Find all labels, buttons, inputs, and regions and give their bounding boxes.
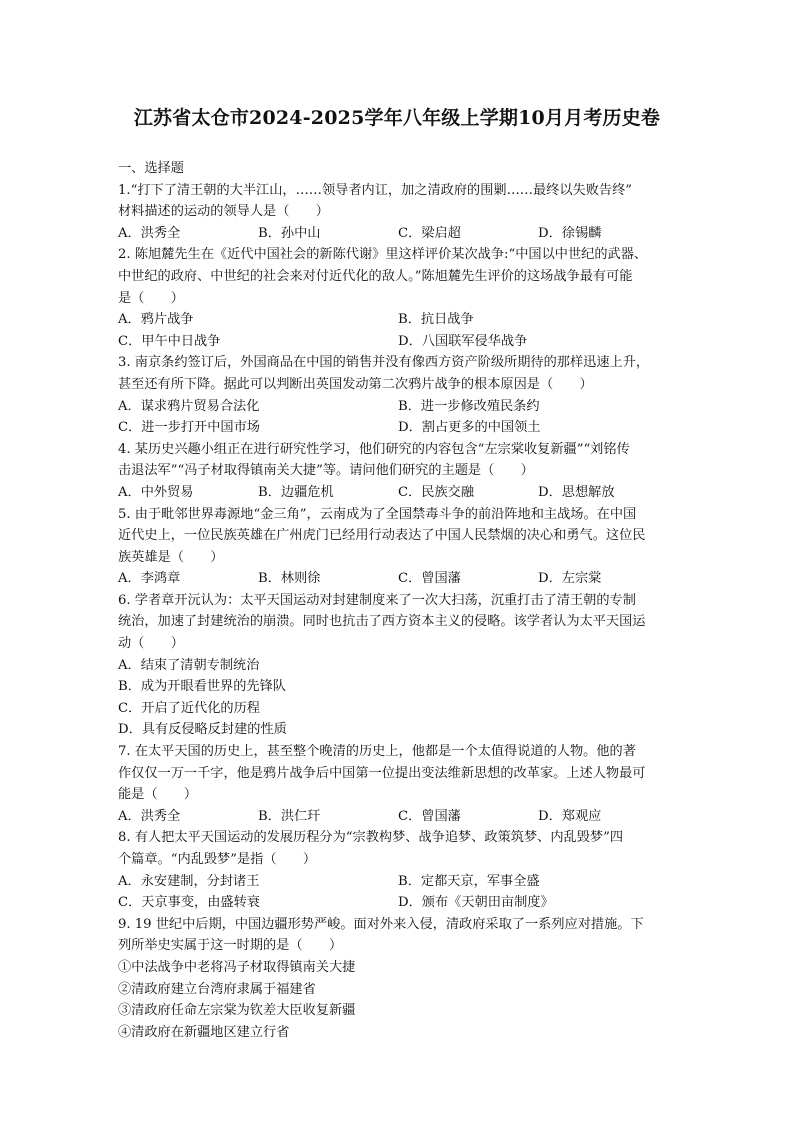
- answer-option[interactable]: C．梁启超: [398, 225, 461, 241]
- question-2: [118, 244, 678, 352]
- question-text-line: 2. 陈旭麓先生在《近代中国社会的新陈代谢》里这样评价某次战争:“中国以中世纪的武器、: [118, 247, 648, 263]
- question-text-line: 7. 在太平天国的历史上，甚至整个晚清的历史上，他都是一个太值得说道的人物。他的著: [118, 744, 636, 760]
- option-row: [118, 655, 678, 677]
- question-text-line: 4. 某历史兴趣小组正在进行研究性学习，他们研究的内容包含“左宗棠收复新疆”“刘铭传: [118, 441, 630, 457]
- question-3: [118, 352, 678, 438]
- question-text-line: ①中法战争中老将冯子材取得镇南关大捷: [118, 959, 356, 975]
- question-text-line: 个篇章。“内乱毁梦”是指（ ）: [118, 852, 317, 867]
- answer-option[interactable]: D．郑观应: [538, 808, 602, 824]
- question-text-line: ②清政府建立台湾府隶属于福建省: [118, 981, 316, 997]
- question-9: [118, 914, 678, 1044]
- question-list: [118, 158, 678, 1043]
- answer-option[interactable]: C．进一步打开中国市场: [118, 420, 260, 436]
- question-text-line: 9. 19 世纪中后期，中国边疆形势严峻。面对外来入侵，清政府采取了一系列应对措施。下: [118, 916, 644, 932]
- question-4: [118, 439, 678, 504]
- option-row: [118, 698, 678, 720]
- answer-option[interactable]: B．林则徐: [258, 571, 321, 587]
- question-text-line: 1.“打下了清王朝的大半江山，……领导者内讧，加之清政府的围剿……最终以失败告终”: [118, 182, 633, 198]
- answer-option[interactable]: C．甲午中日战争: [118, 333, 221, 349]
- option-row: [118, 719, 678, 741]
- question-text-line: 族英雄是（ ）: [118, 549, 224, 565]
- question-8: [118, 827, 678, 913]
- answer-option[interactable]: A．洪秀全: [118, 225, 181, 241]
- option-row: [118, 806, 678, 828]
- answer-option[interactable]: D．割占更多的中国领土: [398, 420, 541, 436]
- option-row: [118, 331, 678, 353]
- answer-option[interactable]: D．八国联军侵华战争: [398, 333, 528, 349]
- question-text-line: 材料描述的运动的领导人是（ ）: [118, 204, 329, 220]
- question-1: [118, 180, 678, 245]
- answer-option[interactable]: D．颁布《天朝田亩制度》: [398, 895, 554, 911]
- option-row: [118, 309, 678, 331]
- question-text-line: 6. 学者章开沅认为：太平天国运动对封建制度来了一次大扫荡，沉重打击了清王朝的专制: [118, 592, 636, 608]
- page-title: 江苏省太仓市2024-2025学年八年级上学期10月月考历史卷: [133, 107, 661, 129]
- answer-option[interactable]: B．边疆危机: [258, 484, 334, 500]
- question-text-line: 能是（ ）: [118, 787, 198, 803]
- question-text-line: 作仅仅一万一千字，他是鸦片战争后中国第一位提出变法维新思想的改革家。上述人物最可: [118, 765, 646, 781]
- answer-option[interactable]: C．民族交融: [398, 484, 475, 500]
- question-text-line: 甚至还有所下降。据此可以判断出英国发动第二次鸦片战争的根本原因是（ ）: [118, 376, 593, 392]
- answer-option[interactable]: B．抗日战争: [398, 312, 474, 328]
- option-row: [118, 417, 678, 439]
- section-heading: 一、选择题: [118, 161, 184, 176]
- question-7: [118, 741, 678, 827]
- question-5: [118, 504, 678, 590]
- answer-option[interactable]: B．进一步修改殖民条约: [398, 398, 540, 414]
- question-text-line: ④清政府在新疆地区建立行省: [118, 1024, 290, 1040]
- answer-option[interactable]: B．成为开眼看世界的先锋队: [118, 679, 286, 695]
- answer-option[interactable]: C．曾国藩: [398, 571, 461, 587]
- question-text-line: 3. 南京条约签订后，外国商品在中国的销售并没有像西方资产阶级所期待的那样迅速上升，: [118, 355, 650, 371]
- question-text-line: 近代史上，一位民族英雄在广州虎门已经用行动表达了中国人民禁烟的决心和勇气。这位民: [118, 528, 646, 544]
- answer-option[interactable]: C．开启了近代化的历程: [118, 700, 260, 716]
- answer-option[interactable]: A．谋求鸦片贸易合法化: [118, 398, 260, 414]
- answer-option[interactable]: D．具有反侵略反封建的性质: [118, 722, 287, 738]
- question-text-line: 击退法军”“冯子材取得镇南关大捷”等。请问他们研究的主题是（ ）: [118, 463, 534, 479]
- option-row: [118, 396, 678, 418]
- question-text-line: 动（ ）: [118, 636, 184, 652]
- option-row: [118, 871, 678, 893]
- answer-option[interactable]: D．思想解放: [538, 484, 615, 500]
- answer-option[interactable]: B．定都天京，军事全盛: [398, 873, 540, 889]
- option-row: [118, 482, 678, 504]
- option-row: [118, 676, 678, 698]
- option-row: [118, 568, 678, 590]
- option-row: [118, 223, 678, 245]
- question-text-line: 是（ ）: [118, 290, 184, 306]
- answer-option[interactable]: A．中外贸易: [118, 484, 194, 500]
- option-row: [118, 892, 678, 914]
- answer-option[interactable]: D．左宗棠: [538, 571, 602, 587]
- question-6: [118, 590, 678, 741]
- question-text-line: 5. 由于毗邻世界毒源地“金三角”，云南成为了全国禁毒斗争的前沿阵地和主战场。在中国: [118, 506, 637, 522]
- answer-option[interactable]: A．洪秀全: [118, 808, 181, 824]
- question-text-line: ③清政府任命左宗棠为钦差大臣收复新疆: [118, 1003, 356, 1019]
- question-text-line: 列所举史实属于这一时期的是（ ）: [118, 938, 343, 954]
- answer-option[interactable]: A．结束了清朝专制统治: [118, 657, 260, 673]
- answer-option[interactable]: C．天京事变，由盛转衰: [118, 895, 260, 911]
- answer-option[interactable]: D．徐锡麟: [538, 225, 602, 241]
- answer-option[interactable]: A．李鸿章: [118, 571, 181, 587]
- question-text-line: 统治，加速了封建统治的崩溃。同时也抗击了西方资本主义的侵略。该学者认为太平天国运: [118, 614, 646, 630]
- question-text-line: 8. 有人把太平天国运动的发展历程分为“宗教构梦、战争追梦、政策筑梦、内乱毁梦”四: [118, 830, 624, 846]
- question-text-line: 中世纪的政府、中世纪的社会来对付近代化的敌人。”陈旭麓先生评价的这场战争最有可能: [118, 268, 633, 284]
- answer-option[interactable]: A．鸦片战争: [118, 312, 194, 328]
- answer-option[interactable]: B．孙中山: [258, 225, 321, 241]
- answer-option[interactable]: A．永安建制，分封诸王: [118, 873, 260, 889]
- answer-option[interactable]: C．曾国藩: [398, 808, 461, 824]
- answer-option[interactable]: B．洪仁玕: [258, 808, 321, 824]
